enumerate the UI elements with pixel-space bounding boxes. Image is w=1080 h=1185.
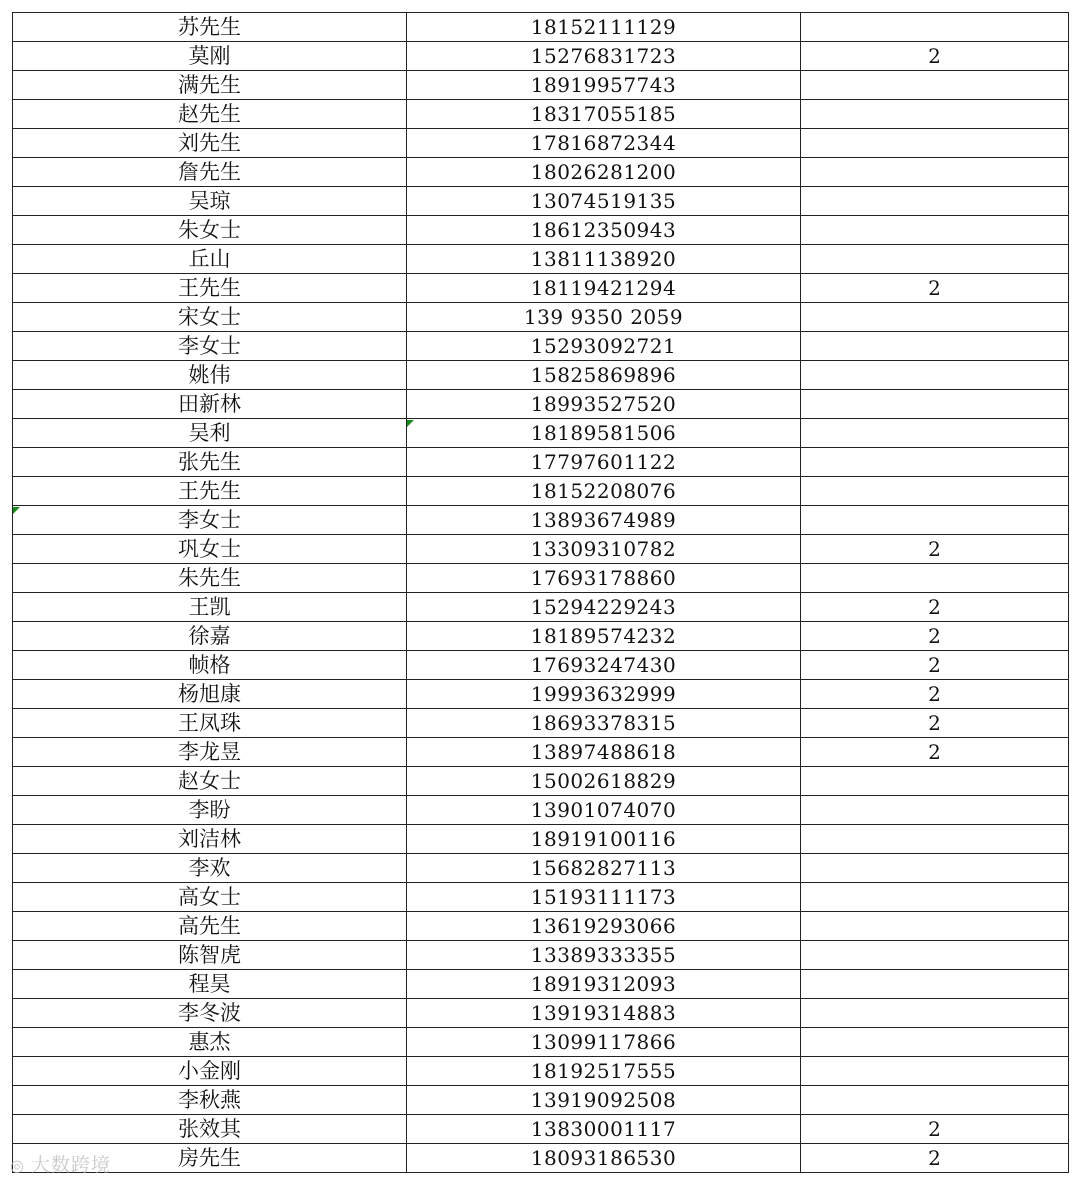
table-row — [13, 390, 1069, 419]
phone-cell[interactable]: 13901074070 — [407, 796, 801, 825]
name-cell[interactable]: 王凯 — [13, 593, 407, 622]
count-cell[interactable] — [801, 796, 1069, 825]
phone-cell[interactable]: 13309310782 — [407, 535, 801, 564]
name-cell[interactable]: 苏先生 — [13, 13, 407, 42]
phone-cell[interactable]: 18093186530 — [407, 1144, 801, 1173]
count-cell[interactable]: 2 — [801, 274, 1069, 303]
phone-cell[interactable]: 18919100116 — [407, 825, 801, 854]
table-row — [13, 883, 1069, 912]
phone-cell[interactable]: 18189574232 — [407, 622, 801, 651]
phone-cell[interactable]: 18919312093 — [407, 970, 801, 999]
phone-cell[interactable]: 17693247430 — [407, 651, 801, 680]
name-cell[interactable]: 朱先生 — [13, 564, 407, 593]
count-cell[interactable] — [801, 448, 1069, 477]
phone-cell[interactable]: 18993527520 — [407, 390, 801, 419]
phone-cell[interactable]: 15002618829 — [407, 767, 801, 796]
table-row — [13, 593, 1069, 622]
table-row — [13, 738, 1069, 767]
name-cell[interactable]: 丘山 — [13, 245, 407, 274]
table-row — [13, 274, 1069, 303]
table-row — [13, 477, 1069, 506]
count-cell[interactable] — [801, 767, 1069, 796]
count-cell[interactable] — [801, 100, 1069, 129]
count-cell[interactable] — [801, 970, 1069, 999]
phone-cell[interactable]: 15293092721 — [407, 332, 801, 361]
count-cell[interactable] — [801, 1028, 1069, 1057]
table-row — [13, 1028, 1069, 1057]
phone-cell[interactable]: 19993632999 — [407, 680, 801, 709]
phone-cell[interactable]: 18192517555 — [407, 1057, 801, 1086]
table-row — [13, 506, 1069, 535]
table-row — [13, 680, 1069, 709]
name-cell[interactable]: 朱女士 — [13, 216, 407, 245]
count-cell[interactable]: 2 — [801, 680, 1069, 709]
phone-cell[interactable]: 18026281200 — [407, 158, 801, 187]
table-row — [13, 448, 1069, 477]
name-cell[interactable]: 陈智虎 — [13, 941, 407, 970]
count-cell[interactable] — [801, 506, 1069, 535]
phone-cell[interactable]: 18152208076 — [407, 477, 801, 506]
table-row — [13, 709, 1069, 738]
table-row — [13, 651, 1069, 680]
count-cell[interactable] — [801, 941, 1069, 970]
phone-cell[interactable]: 13893674989 — [407, 506, 801, 535]
table-row — [13, 303, 1069, 332]
name-cell[interactable]: 张先生 — [13, 448, 407, 477]
table-row — [13, 71, 1069, 100]
phone-cell[interactable]: 13074519135 — [407, 187, 801, 216]
phone-cell[interactable]: 15294229243 — [407, 593, 801, 622]
name-cell[interactable]: 刘先生 — [13, 129, 407, 158]
phone-cell[interactable]: 13099117866 — [407, 1028, 801, 1057]
phone-cell[interactable]: 15276831723 — [407, 42, 801, 71]
name-cell[interactable]: 王先生 — [13, 477, 407, 506]
count-cell[interactable] — [801, 332, 1069, 361]
weibo-logo-icon: ◎ — [10, 1156, 25, 1175]
name-cell[interactable]: 田新林 — [13, 390, 407, 419]
phone-cell[interactable]: 18612350943 — [407, 216, 801, 245]
phone-cell[interactable]: 13919314883 — [407, 999, 801, 1028]
table-row — [13, 42, 1069, 71]
table-row — [13, 1115, 1069, 1144]
name-cell[interactable]: 李冬波 — [13, 999, 407, 1028]
count-cell[interactable] — [801, 216, 1069, 245]
phone-cell[interactable]: 18119421294 — [407, 274, 801, 303]
name-cell[interactable]: 高先生 — [13, 912, 407, 941]
name-cell[interactable]: 巩女士 — [13, 535, 407, 564]
name-cell[interactable]: 李女士 — [13, 332, 407, 361]
phone-cell[interactable]: 13897488618 — [407, 738, 801, 767]
phone-cell[interactable]: 18189581506 — [407, 419, 801, 448]
table-row — [13, 419, 1069, 448]
name-cell[interactable]: 惠杰 — [13, 1028, 407, 1057]
table-row — [13, 332, 1069, 361]
count-cell[interactable] — [801, 564, 1069, 593]
phone-cell[interactable]: 13619293066 — [407, 912, 801, 941]
count-cell[interactable]: 2 — [801, 42, 1069, 71]
name-cell[interactable]: 宋女士 — [13, 303, 407, 332]
count-cell[interactable] — [801, 71, 1069, 100]
table-row — [13, 854, 1069, 883]
count-cell[interactable] — [801, 912, 1069, 941]
count-cell[interactable] — [801, 390, 1069, 419]
table-row — [13, 13, 1069, 42]
phone-cell[interactable]: 13389333355 — [407, 941, 801, 970]
count-cell[interactable]: 2 — [801, 1115, 1069, 1144]
name-cell[interactable]: 姚伟 — [13, 361, 407, 390]
name-cell[interactable]: 帧格 — [13, 651, 407, 680]
name-cell[interactable]: 吴利 — [13, 419, 407, 448]
count-cell[interactable]: 2 — [801, 1144, 1069, 1173]
name-cell[interactable]: 李秋燕 — [13, 1086, 407, 1115]
phone-cell[interactable]: 18919957743 — [407, 71, 801, 100]
name-cell[interactable]: 王凤珠 — [13, 709, 407, 738]
phone-cell[interactable]: 13811138920 — [407, 245, 801, 274]
name-cell[interactable]: 李盼 — [13, 796, 407, 825]
table-row — [13, 216, 1069, 245]
table-row — [13, 158, 1069, 187]
phone-cell[interactable]: 17693178860 — [407, 564, 801, 593]
table-row — [13, 1086, 1069, 1115]
name-cell[interactable]: 高女士 — [13, 883, 407, 912]
phone-cell[interactable]: 15825869896 — [407, 361, 801, 390]
count-cell[interactable] — [801, 303, 1069, 332]
count-cell[interactable]: 2 — [801, 622, 1069, 651]
count-cell[interactable]: 2 — [801, 709, 1069, 738]
name-cell[interactable]: 程昊 — [13, 970, 407, 999]
name-cell[interactable]: 刘洁林 — [13, 825, 407, 854]
count-cell[interactable] — [801, 361, 1069, 390]
phone-cell[interactable]: 17797601122 — [407, 448, 801, 477]
table-row — [13, 999, 1069, 1028]
count-cell[interactable] — [801, 1086, 1069, 1115]
table-row — [13, 245, 1069, 274]
table-row — [13, 825, 1069, 854]
cell-error-marker — [13, 507, 20, 514]
count-cell[interactable]: 2 — [801, 593, 1069, 622]
phone-cell[interactable]: 15193111173 — [407, 883, 801, 912]
table-row — [13, 941, 1069, 970]
table-row — [13, 535, 1069, 564]
name-cell[interactable]: 赵女士 — [13, 767, 407, 796]
name-cell[interactable]: 詹先生 — [13, 158, 407, 187]
phone-cell[interactable]: 13919092508 — [407, 1086, 801, 1115]
table-row — [13, 129, 1069, 158]
count-cell[interactable] — [801, 419, 1069, 448]
table-row — [13, 767, 1069, 796]
count-cell[interactable] — [801, 187, 1069, 216]
count-cell[interactable] — [801, 999, 1069, 1028]
cell-error-marker — [407, 420, 414, 427]
table-body — [13, 13, 1069, 1173]
count-cell[interactable]: 2 — [801, 651, 1069, 680]
name-cell[interactable]: 李女士 — [13, 506, 407, 535]
name-cell[interactable]: 小金刚 — [13, 1057, 407, 1086]
name-cell[interactable]: 赵先生 — [13, 100, 407, 129]
name-cell[interactable]: 杨旭康 — [13, 680, 407, 709]
table-row — [13, 361, 1069, 390]
table-row — [13, 564, 1069, 593]
name-cell[interactable]: 房先生 — [13, 1144, 407, 1173]
watermark-text: 大数跨境 — [30, 1154, 111, 1176]
name-cell[interactable]: 李龙昱 — [13, 738, 407, 767]
watermark — [10, 1150, 111, 1177]
count-cell[interactable] — [801, 854, 1069, 883]
name-cell[interactable]: 吴琼 — [13, 187, 407, 216]
count-cell[interactable] — [801, 883, 1069, 912]
name-cell[interactable]: 莫刚 — [13, 42, 407, 71]
table-row — [13, 912, 1069, 941]
phone-cell[interactable]: 139 9350 2059 — [407, 303, 801, 332]
count-cell[interactable]: 2 — [801, 738, 1069, 767]
count-cell[interactable] — [801, 158, 1069, 187]
table-row — [13, 622, 1069, 651]
name-cell[interactable]: 李欢 — [13, 854, 407, 883]
name-cell[interactable]: 满先生 — [13, 71, 407, 100]
count-cell[interactable] — [801, 245, 1069, 274]
count-cell[interactable] — [801, 13, 1069, 42]
phone-cell[interactable]: 18693378315 — [407, 709, 801, 738]
phone-cell[interactable]: 15682827113 — [407, 854, 801, 883]
name-cell[interactable]: 徐嘉 — [13, 622, 407, 651]
table-row — [13, 1057, 1069, 1086]
name-cell[interactable]: 张效其 — [13, 1115, 407, 1144]
count-cell[interactable] — [801, 129, 1069, 158]
table-row — [13, 796, 1069, 825]
table-row — [13, 1144, 1069, 1173]
spreadsheet-table — [12, 12, 1069, 1173]
table-row — [13, 970, 1069, 999]
table-row — [13, 187, 1069, 216]
count-cell[interactable] — [801, 477, 1069, 506]
table-row — [13, 100, 1069, 129]
count-cell[interactable]: 2 — [801, 535, 1069, 564]
phone-cell[interactable]: 18152111129 — [407, 13, 801, 42]
count-cell[interactable] — [801, 1057, 1069, 1086]
count-cell[interactable] — [801, 825, 1069, 854]
name-cell[interactable]: 王先生 — [13, 274, 407, 303]
phone-cell[interactable]: 18317055185 — [407, 100, 801, 129]
phone-cell[interactable]: 17816872344 — [407, 129, 801, 158]
phone-cell[interactable]: 13830001117 — [407, 1115, 801, 1144]
